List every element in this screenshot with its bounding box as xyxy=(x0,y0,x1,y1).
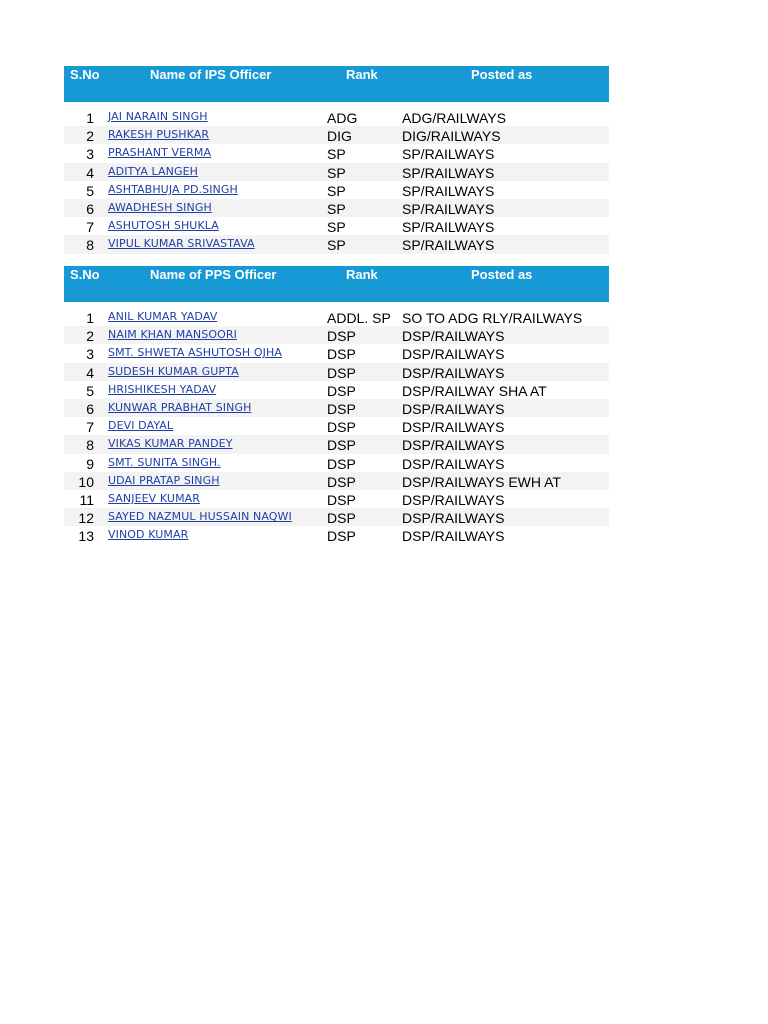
table-row xyxy=(64,126,609,144)
row-sno: 5 xyxy=(86,382,94,399)
officer-name-link[interactable]: ADITYA LANGEH xyxy=(108,164,199,178)
table-row xyxy=(64,181,609,199)
row-sno: 5 xyxy=(86,182,94,199)
row-rank: SP xyxy=(327,237,346,254)
row-sno: 12 xyxy=(78,510,94,527)
table-row xyxy=(64,344,609,362)
row-posted-as: SP/RAILWAYS xyxy=(402,164,495,181)
header-rank: Rank xyxy=(346,67,378,82)
row-rank: ADG xyxy=(327,110,358,126)
officer-name-link[interactable]: SMT. SHWETA ASHUTOSH OJHA xyxy=(108,346,283,360)
row-rank: DSP xyxy=(327,364,356,381)
row-rank: DSP xyxy=(327,346,356,363)
officer-name-link[interactable]: ASHUTOSH SHUKLA xyxy=(108,219,219,233)
row-sno: 4 xyxy=(86,164,94,181)
table-row xyxy=(64,417,609,435)
officer-name-link[interactable]: NAIM KHAN MANSOORI xyxy=(108,328,237,342)
officer-name-link[interactable]: RAKESH PUSHKAR xyxy=(108,128,210,142)
header-name: Name of PPS Officer xyxy=(150,267,277,282)
row-posted-as: SP/RAILWAYS xyxy=(402,219,495,236)
row-sno: 8 xyxy=(86,437,94,454)
table-row xyxy=(64,508,609,526)
header-rank: Rank xyxy=(346,267,378,282)
table-row xyxy=(64,108,609,126)
row-posted-as: DSP/RAILWAYS xyxy=(402,455,505,472)
row-sno: 13 xyxy=(78,528,94,545)
table-row xyxy=(64,163,609,181)
row-rank: SP xyxy=(327,182,346,199)
table-row xyxy=(64,326,609,344)
row-rank: DSP xyxy=(327,437,356,454)
officer-name-link[interactable]: SANJEEV KUMAR xyxy=(108,491,201,505)
row-rank: DSP xyxy=(327,382,356,399)
ips-table-body xyxy=(64,108,609,254)
row-posted-as: DSP/RAILWAYS xyxy=(402,364,505,381)
table-row xyxy=(64,144,609,162)
pps-table-body xyxy=(64,308,609,544)
table-row xyxy=(64,454,609,472)
table-row xyxy=(64,363,609,381)
table-row xyxy=(64,199,609,217)
table-row xyxy=(64,435,609,453)
header-posted: Posted as xyxy=(471,267,533,282)
row-sno: 7 xyxy=(86,419,94,436)
row-rank: SP xyxy=(327,164,346,181)
row-posted-as: DSP/RAILWAYS xyxy=(402,528,505,545)
row-sno: 3 xyxy=(86,146,94,163)
row-posted-as: SP/RAILWAYS xyxy=(402,200,495,217)
row-posted-as: DSP/RAILWAYS xyxy=(402,328,505,345)
row-sno: 1 xyxy=(86,310,94,326)
row-rank: DSP xyxy=(327,473,356,490)
row-posted-as: DSP/RAILWAYS xyxy=(402,400,505,417)
officer-name-link[interactable]: HRISHIKESH YADAV xyxy=(108,382,217,396)
officer-name-link[interactable]: UDAI PRATAP SINGH xyxy=(108,473,220,487)
header-sno: S.No xyxy=(70,67,100,82)
pps-table-header xyxy=(64,266,609,302)
table-row xyxy=(64,235,609,253)
row-sno: 3 xyxy=(86,346,94,363)
row-rank: SP xyxy=(327,146,346,163)
row-rank: DSP xyxy=(327,455,356,472)
officer-name-link[interactable]: KUNWAR PRABHAT SINGH xyxy=(108,400,252,414)
officer-name-link[interactable]: ASHTABHUJA PD.SINGH xyxy=(108,182,238,196)
row-sno: 10 xyxy=(78,473,94,490)
row-sno: 9 xyxy=(86,455,94,472)
table-row xyxy=(64,381,609,399)
header-name: Name of IPS Officer xyxy=(150,67,272,82)
officer-name-link[interactable]: DEVI DAYAL xyxy=(108,419,174,433)
row-posted-as: DSP/RAILWAY SHA AT xyxy=(402,382,547,399)
row-rank: DSP xyxy=(327,419,356,436)
row-posted-as: DIG/RAILWAYS xyxy=(402,128,501,145)
row-posted-as: ADG/RAILWAYS xyxy=(402,110,506,126)
officer-name-link[interactable]: VINOD KUMAR xyxy=(108,528,189,542)
row-sno: 1 xyxy=(86,110,94,126)
officer-name-link[interactable]: ANIL KUMAR YADAV xyxy=(108,310,218,323)
ips-officers-table xyxy=(64,66,609,254)
row-sno: 8 xyxy=(86,237,94,254)
officer-name-link[interactable]: SMT. SUNITA SINGH. xyxy=(108,455,221,469)
officer-name-link[interactable]: PRASHANT VERMA xyxy=(108,146,212,160)
row-rank: SP xyxy=(327,219,346,236)
pps-officers-table xyxy=(64,266,609,544)
row-rank: DSP xyxy=(327,491,356,508)
row-posted-as: DSP/RAILWAYS xyxy=(402,491,505,508)
ips-table-header xyxy=(64,66,609,102)
row-rank: DSP xyxy=(327,510,356,527)
row-rank: DIG xyxy=(327,128,352,145)
row-rank: DSP xyxy=(327,528,356,545)
row-sno: 2 xyxy=(86,328,94,345)
row-posted-as: DSP/RAILWAYS xyxy=(402,346,505,363)
row-sno: 4 xyxy=(86,364,94,381)
table-row xyxy=(64,399,609,417)
row-sno: 6 xyxy=(86,200,94,217)
row-posted-as: DSP/RAILWAYS EWH AT xyxy=(402,473,561,490)
row-rank: DSP xyxy=(327,328,356,345)
row-sno: 2 xyxy=(86,128,94,145)
row-posted-as: DSP/RAILWAYS xyxy=(402,419,505,436)
row-posted-as: SP/RAILWAYS xyxy=(402,182,495,199)
row-posted-as: SP/RAILWAYS xyxy=(402,146,495,163)
officer-name-link[interactable]: VIKAS KUMAR PANDEY xyxy=(108,437,233,451)
officer-name-link[interactable]: AWADHESH SINGH xyxy=(108,200,212,214)
table-row xyxy=(64,472,609,490)
row-posted-as: SO TO ADG RLY/RAILWAYS xyxy=(402,310,583,326)
officer-name-link[interactable]: JAI NARAIN SINGH xyxy=(108,110,208,123)
table-row xyxy=(64,490,609,508)
row-rank: DSP xyxy=(327,400,356,417)
row-posted-as: SP/RAILWAYS xyxy=(402,237,495,254)
header-sno: S.No xyxy=(70,267,100,282)
row-sno: 6 xyxy=(86,400,94,417)
officer-name-link[interactable]: SAYED NAZMUL HUSSAIN NAQWI xyxy=(108,510,292,524)
table-row xyxy=(64,308,609,326)
table-row xyxy=(64,217,609,235)
row-posted-as: DSP/RAILWAYS xyxy=(402,510,505,527)
row-posted-as: DSP/RAILWAYS xyxy=(402,437,505,454)
header-posted: Posted as xyxy=(471,67,533,82)
table-row xyxy=(64,526,609,544)
officer-name-link[interactable]: VIPUL KUMAR SRIVASTAVA xyxy=(108,237,255,251)
row-rank: ADDL. SP xyxy=(327,310,391,326)
row-sno: 7 xyxy=(86,219,94,236)
row-rank: SP xyxy=(327,200,346,217)
officer-name-link[interactable]: SUDESH KUMAR GUPTA xyxy=(108,364,239,378)
row-sno: 11 xyxy=(79,491,94,508)
